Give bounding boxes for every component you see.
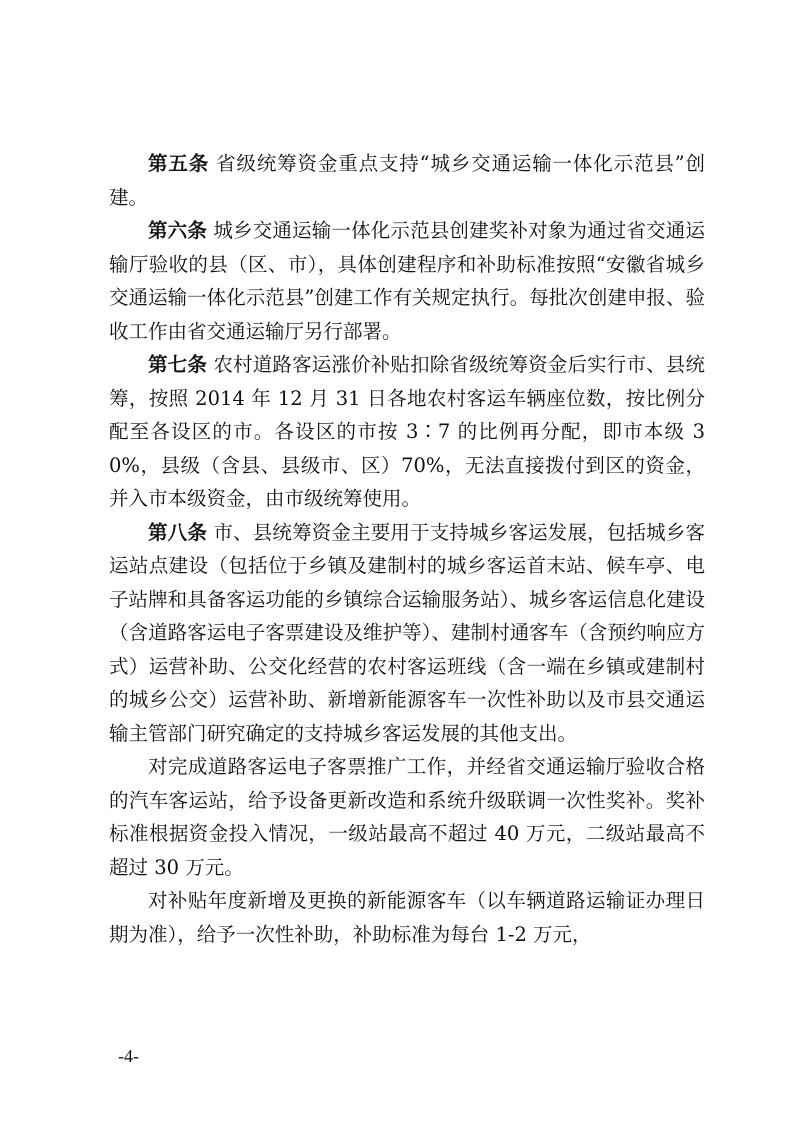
article-text: 市、县统筹资金主要用于支持城乡客运发展，包括城乡客运站点建设（包括位于乡镇及建制村的城乡客运首末站、候车亭、电子站牌和具备客运功能的乡镇综合运输服务站）、城乡客运信息化建设（含道路客运电子客票建设及维护等）、建制村通客车（含预约响应方式）运营补助、公交化经营的农村客运班线（含一端在乡镇或建制村的城乡公交）运营补助、新增新能源客车一次性补助以及市县交通运输主管部门研究确定的支持城乡客运发展的其他支出。 bbox=[109, 520, 705, 745]
document-body bbox=[109, 147, 705, 951]
article-text: 城乡交通运输一体化示范县创建奖补对象为通过省交通运输厅验收的县（区、市），具体创建程序和补助标准按照“安徽省城乡交通运输一体化示范县”创建工作有关规定执行。每批次创建申报、验收工作由省交通运输厅另行部署。 bbox=[109, 219, 705, 343]
article-6 bbox=[109, 214, 705, 348]
article-heading: 第五条 bbox=[148, 152, 210, 175]
article-text: 农村道路客运涨价补贴扣除省级统筹资金后实行市、县统筹，按照 2014 年 12 月 31 日各地农村客运车辆座位数，按比例分配至各设区的市。各设区的市按 3∶7 的比例再分配，即市本级 30%，县级（含县、县级市、区）70%，无法直接拨付到区的资金，并入市本级资金，由市级统筹使用。 bbox=[109, 353, 705, 510]
article-7 bbox=[109, 348, 705, 516]
article-heading: 第八条 bbox=[148, 520, 208, 544]
article-text: 省级统筹资金重点支持“城乡交通运输一体化示范县”创建。 bbox=[109, 152, 705, 209]
page-number: -4- bbox=[118, 1046, 139, 1066]
paragraph-text: 对补贴年度新增及更换的新能源客车（以车辆道路运输证办理日期为准），给予一次性补助，补助标准为每台 1-2 万元， bbox=[109, 889, 705, 946]
paragraph-new-energy-subsidy bbox=[109, 884, 705, 951]
article-5 bbox=[109, 147, 705, 214]
article-heading: 第六条 bbox=[148, 219, 208, 242]
paragraph-e-ticket-award bbox=[109, 750, 705, 884]
article-heading: 第七条 bbox=[148, 353, 208, 376]
paragraph-text: 对完成道路客运电子客票推广工作，并经省交通运输厅验收合格的汽车客运站，给予设备更新改造和系统升级联调一次性奖补。奖补标准根据资金投入情况，一级站最高不超过 40 万元，二级站最高不超过 30 万元。 bbox=[109, 755, 705, 879]
article-8 bbox=[109, 516, 705, 751]
